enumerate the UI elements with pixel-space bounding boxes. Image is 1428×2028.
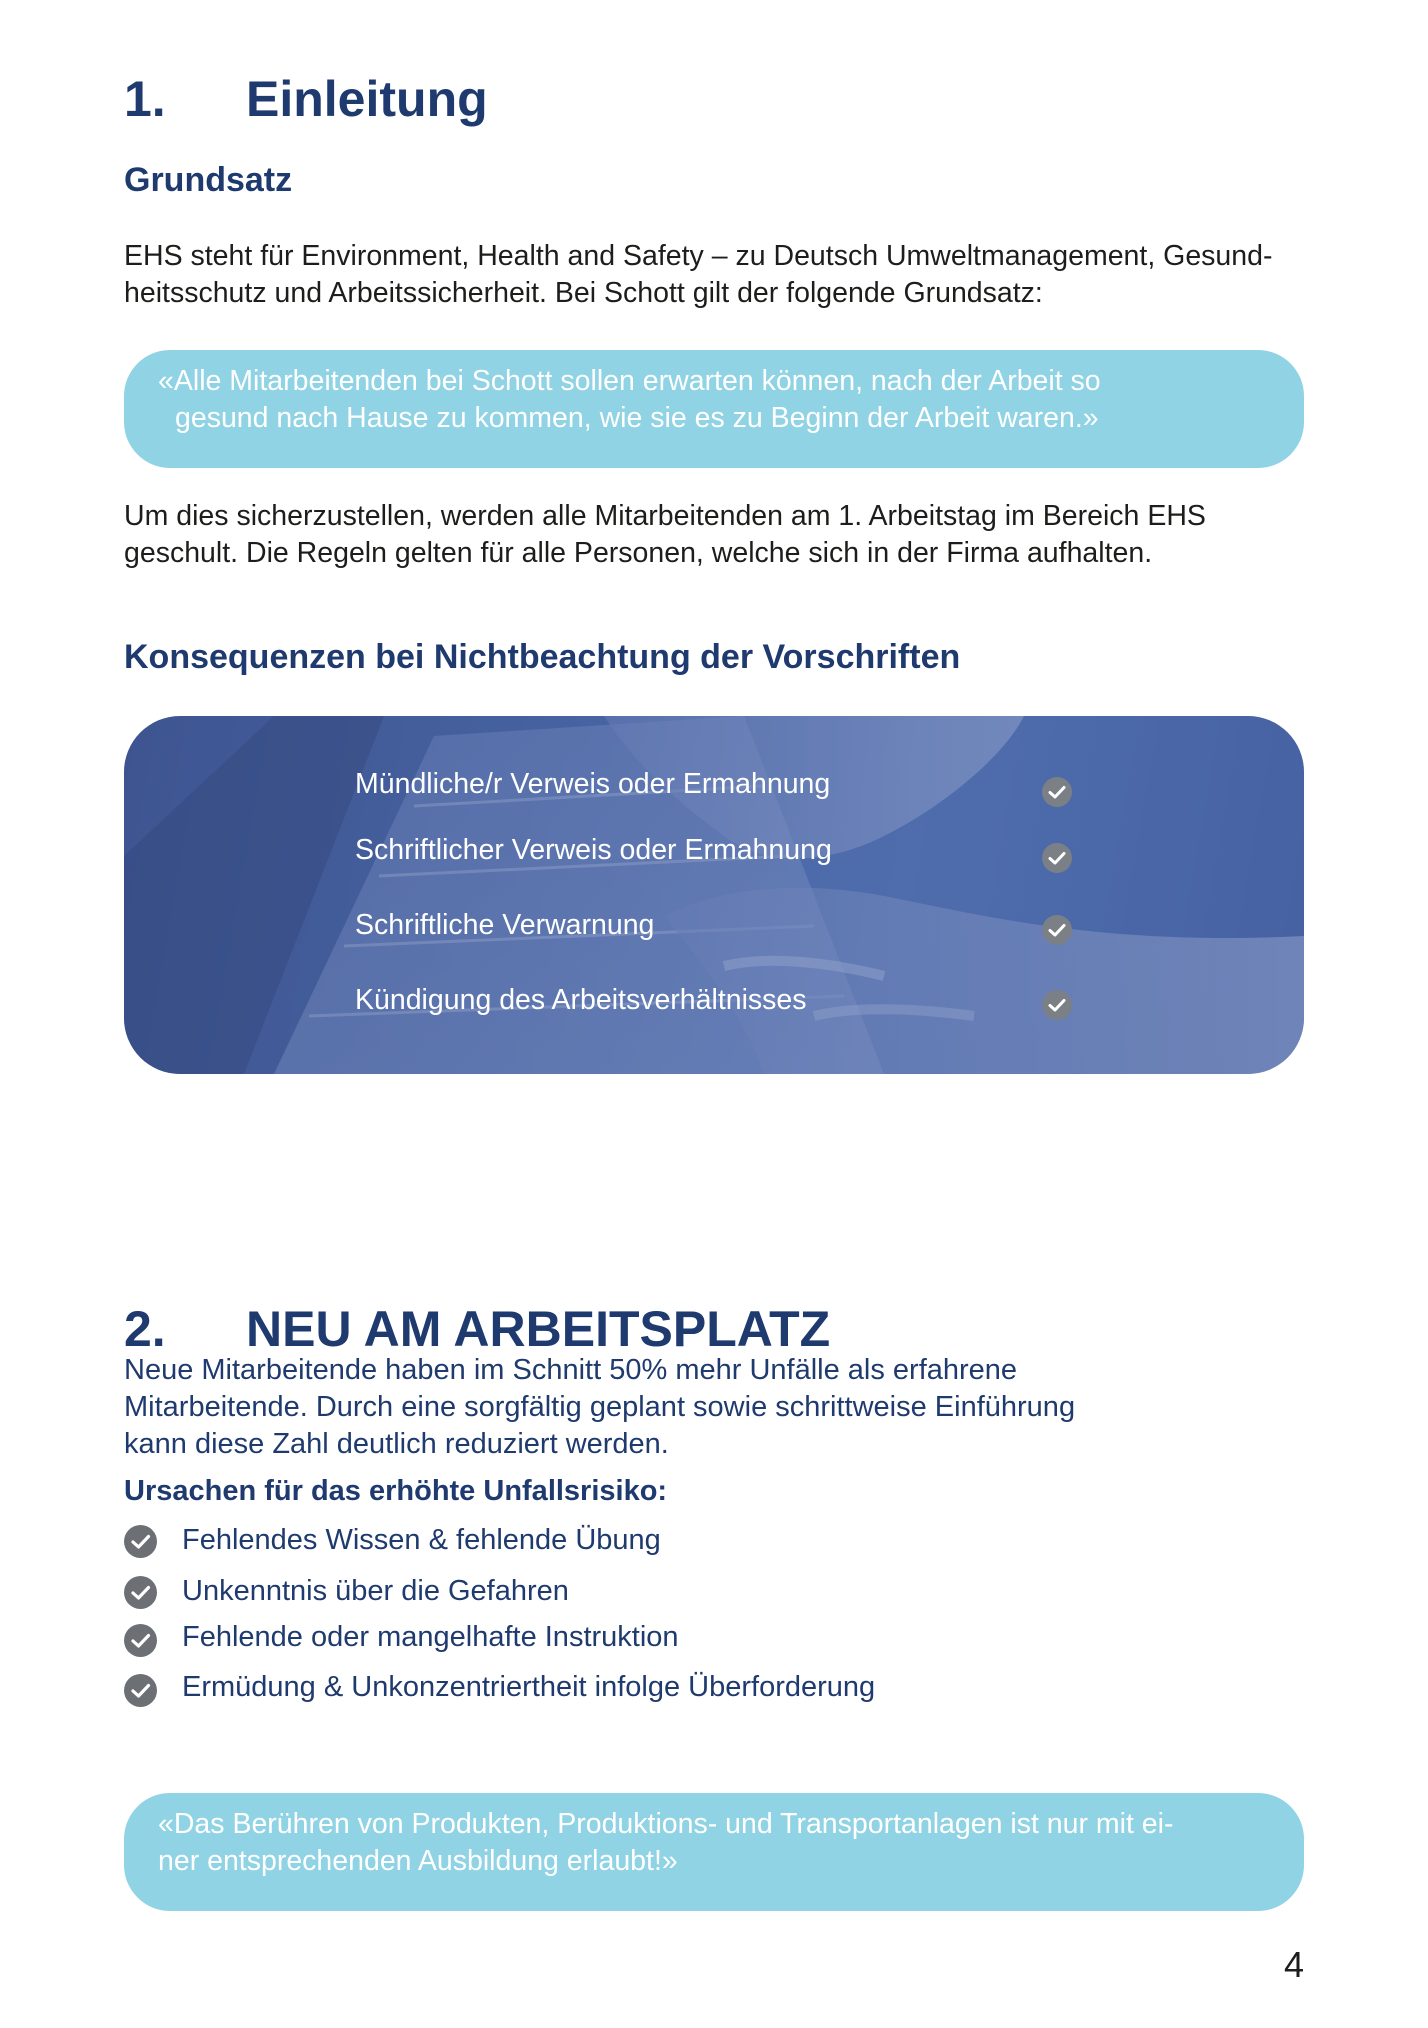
consequence-item: Schriftliche Verwarnung: [355, 909, 655, 941]
principle-quote-line: «Alle Mitarbeitenden bei Schott sollen erwarten können, nach der Arbeit so: [158, 365, 1101, 397]
section1-number: 1.: [124, 71, 166, 127]
section1-after-quote-line: Um dies sicherzustellen, werden alle Mitarbeitenden am 1. Arbeitstag im Bereich EHS: [124, 500, 1206, 532]
check-circle-icon: [124, 1525, 157, 1558]
section1-intro: [124, 238, 1390, 312]
section1-intro-line: heitsschutz und Arbeitssicherheit. Bei Schott gilt der folgende Grundsatz:: [124, 277, 1043, 309]
section2-title: NEU AM ARBEITSPLATZ: [246, 1301, 831, 1357]
section1-after-quote: [124, 498, 1390, 572]
section2-intro-line: Neue Mitarbeitende haben im Schnitt 50% mehr Unfälle als erfahrene: [124, 1354, 1018, 1386]
section2-number: 2.: [124, 1301, 166, 1357]
check-circle-icon: [1042, 915, 1072, 945]
check-circle-icon: [124, 1576, 157, 1609]
check-circle-icon: [1042, 777, 1072, 807]
cause-item: Unkenntnis über die Gefahren: [182, 1575, 569, 1607]
section2-intro-line: kann diese Zahl deutlich reduziert werden.: [124, 1428, 669, 1460]
consequence-item: Kündigung des Arbeitsverhältnisses: [355, 984, 807, 1016]
check-circle-icon: [1042, 990, 1072, 1020]
consequence-item: Schriftlicher Verweis oder Ermahnung: [355, 834, 832, 866]
section1-subtitle: Grundsatz: [124, 161, 293, 199]
section1-heading: [124, 70, 488, 128]
cause-item: Fehlende oder mangelhafte Instruktion: [182, 1621, 679, 1653]
training-quote-line: «Das Berühren von Produkten, Produktions- und Transportanlagen ist nur mit ei-: [158, 1808, 1174, 1840]
consequences-panel: [124, 716, 1304, 1074]
check-circle-icon: [124, 1674, 157, 1707]
section1-title: Einleitung: [246, 71, 488, 127]
principle-quote-box: [124, 350, 1304, 468]
consequence-item: Mündliche/r Verweis oder Ermahnung: [355, 768, 831, 800]
page-number: 4: [1283, 1944, 1304, 1985]
cause-item: Fehlendes Wissen & fehlende Übung: [182, 1524, 661, 1556]
principle-quote-line: gesund nach Hause zu kommen, wie sie es zu Beginn der Arbeit waren.»: [175, 402, 1099, 434]
section2-intro: [124, 1352, 1075, 1463]
causes-title: Ursachen für das erhöhte Unfallsrisiko:: [124, 1475, 668, 1507]
training-quote-box: [124, 1793, 1304, 1911]
section2-intro-line: Mitarbeitende. Durch eine sorgfältig geplant sowie schrittweise Einführung: [124, 1391, 1076, 1423]
consequences-title: Konsequenzen bei Nichtbeachtung der Vorschriften: [124, 638, 961, 676]
section2-heading: [124, 1300, 830, 1358]
check-circle-icon: [1042, 843, 1072, 873]
check-circle-icon: [124, 1624, 157, 1657]
cause-item: Ermüdung & Unkonzentriertheit infolge Überforderung: [182, 1671, 876, 1703]
section1-after-quote-line: geschult. Die Regeln gelten für alle Personen, welche sich in der Firma aufhalten.: [124, 537, 1153, 569]
training-quote-line: ner entsprechenden Ausbildung erlaubt!»: [158, 1845, 678, 1877]
section1-intro-line: EHS steht für Environment, Health and Safety – zu Deutsch Umweltmanagement, Gesund-: [124, 240, 1273, 272]
